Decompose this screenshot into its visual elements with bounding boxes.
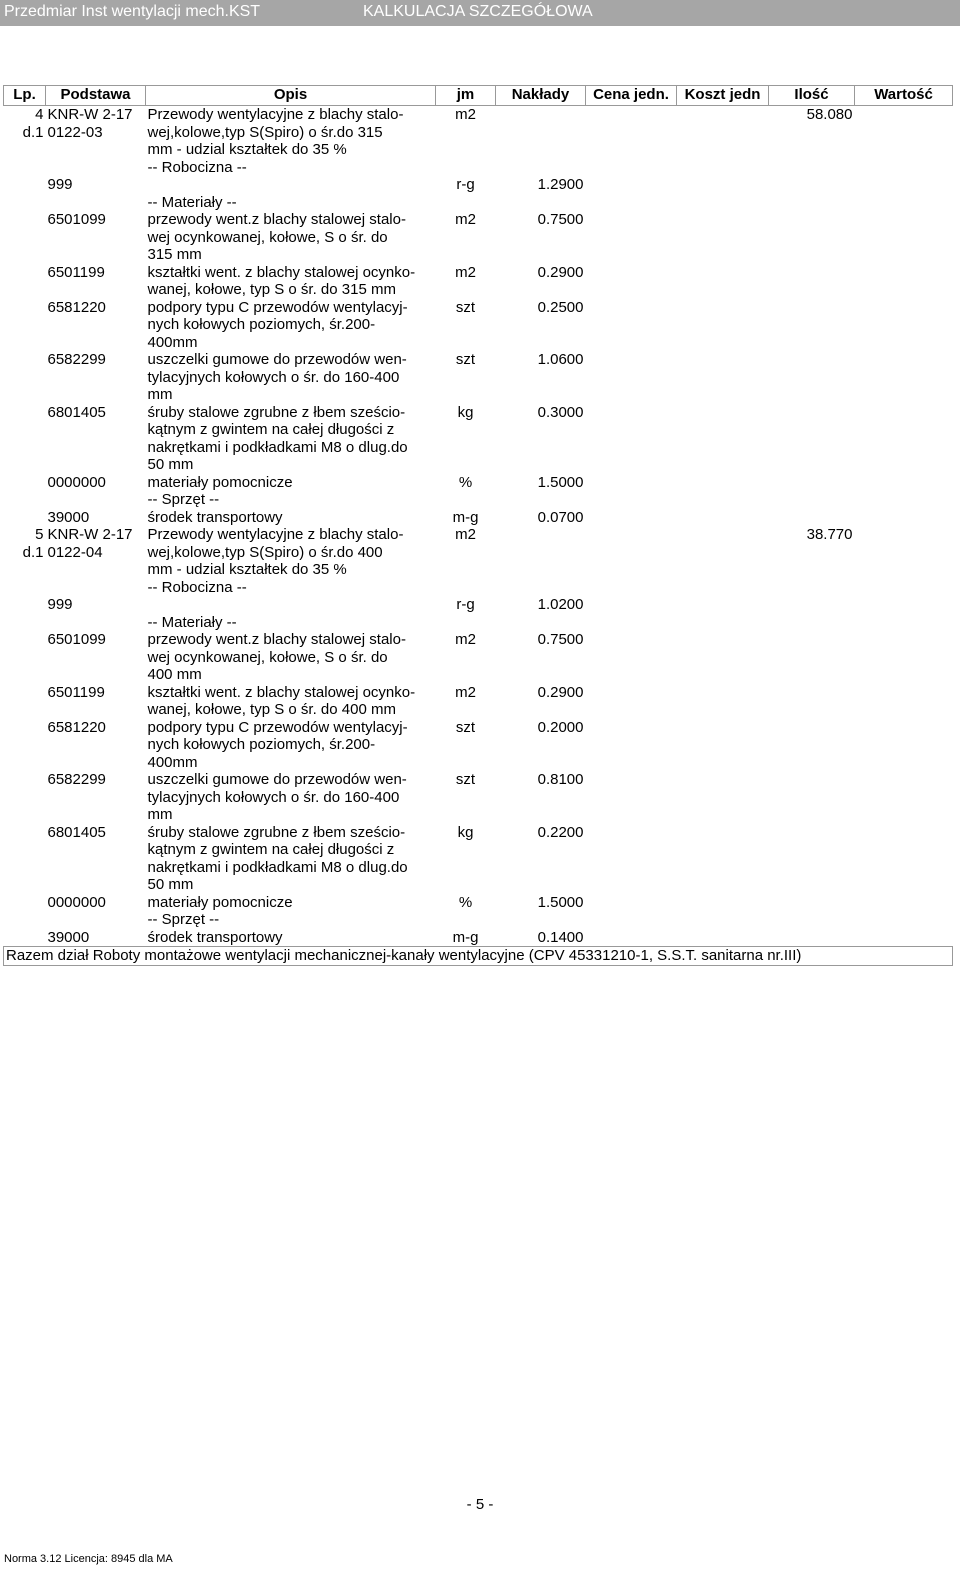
cell-naklady: 0.8100: [537, 771, 584, 788]
cell-lp: [4, 211, 46, 264]
cell-koszt: [677, 894, 769, 912]
cell-ilosc: [769, 474, 855, 492]
cell-podstawa: 6582299: [47, 771, 106, 788]
cell-ilosc: [769, 911, 855, 929]
cell-podstawa: [46, 614, 146, 632]
cell-lp: [4, 299, 46, 352]
cell-wartosc: [855, 404, 953, 474]
table-row: [4, 351, 953, 404]
cell-naklady: 1.0200: [537, 596, 584, 613]
table-header-row: [4, 86, 953, 106]
cell-naklady: 1.2900: [537, 176, 584, 193]
cell-jm: r-g: [456, 596, 475, 613]
cell-naklady: 0.2000: [537, 718, 584, 736]
cell-podstawa: [46, 491, 146, 509]
cell-wartosc: [855, 474, 953, 492]
cell-naklady: 1.5000: [537, 893, 584, 911]
header-title-right: KALKULACJA SZCZEGÓŁOWA: [363, 3, 593, 20]
cell-opis: -- Sprzęt --: [147, 911, 220, 928]
cell-podstawa: 6501099: [47, 631, 106, 648]
cell-jm: kg: [457, 823, 474, 841]
cell-ilosc: [769, 631, 855, 684]
cell-lp: [4, 824, 46, 894]
cell-koszt: [677, 351, 769, 404]
cell-wartosc: [855, 159, 953, 177]
cell-cena: [586, 474, 677, 492]
cell-cena: [586, 824, 677, 894]
cell-koszt: [677, 299, 769, 352]
cell-naklady: 0.2900: [537, 263, 584, 281]
summary-row: [4, 947, 953, 966]
cell-cena: [586, 176, 677, 194]
cell-jm: %: [458, 893, 473, 911]
cell-naklady: [496, 579, 586, 597]
cell-ilosc: [769, 596, 855, 614]
cell-ilosc: 38.770: [806, 526, 853, 543]
cell-naklady: 0.7500: [537, 211, 584, 228]
table-row: [4, 894, 953, 912]
cell-wartosc: [855, 929, 953, 947]
cell-cena: [586, 194, 677, 212]
cell-koszt: [677, 194, 769, 212]
column-header: Opis: [146, 86, 436, 106]
table-row: [4, 211, 953, 264]
cell-naklady: 0.1400: [537, 928, 584, 946]
cell-podstawa: KNR-W 2-17 0122-03: [47, 106, 133, 141]
cell-naklady: [496, 526, 586, 579]
cell-koszt: [677, 106, 769, 159]
cell-cena: [586, 351, 677, 404]
cell-koszt: [677, 684, 769, 719]
cell-lp: [4, 579, 46, 597]
cell-lp: [4, 596, 46, 614]
cell-jm: m2: [455, 526, 476, 543]
cell-podstawa: 39000: [47, 928, 90, 946]
cell-jm: m-g: [452, 508, 479, 526]
cell-wartosc: [855, 631, 953, 684]
cell-podstawa: [46, 911, 146, 929]
table-row: [4, 159, 953, 177]
cell-koszt: [677, 159, 769, 177]
column-header: Koszt jedn: [677, 86, 769, 106]
table-row: [4, 911, 953, 929]
cell-jm: [436, 911, 496, 929]
table-row: [4, 299, 953, 352]
cell-opis: środek transportowy: [147, 508, 283, 526]
cell-cena: [586, 159, 677, 177]
table-row: [4, 474, 953, 492]
cell-opis: Przewody wentylacyjne z blachy stalo- wej,kolowe,typ S(Spiro) o śr.do 315 mm - udzial kształtek do 35 %: [147, 106, 404, 158]
cell-jm: szt: [455, 298, 476, 316]
cell-opis: śruby stalowe zgrubne z łbem sześcio- kątnym z gwintem na całej długości z nakrętkami i podkładkami M8 o dlug.do 50 mm: [147, 823, 408, 893]
cell-lp: [4, 684, 46, 719]
license-note: Norma 3.12 Licencja: 8945 dla MA: [4, 1553, 173, 1565]
cell-ilosc: 58.080: [806, 106, 853, 123]
cell-koszt: [677, 264, 769, 299]
cell-naklady: [496, 491, 586, 509]
cell-lp: [4, 491, 46, 509]
table-row: [4, 264, 953, 299]
cell-ilosc: [769, 491, 855, 509]
cell-koszt: [677, 211, 769, 264]
cell-podstawa: KNR-W 2-17 0122-04: [47, 526, 133, 561]
table-row: [4, 404, 953, 474]
cell-ilosc: [769, 684, 855, 719]
cell-lp: 4 d.1: [22, 106, 44, 141]
table-row: [4, 824, 953, 894]
cell-jm: [436, 614, 496, 632]
cell-koszt: [677, 491, 769, 509]
page-number: - 5 -: [466, 1496, 494, 1513]
table-row: [4, 176, 953, 194]
cell-naklady: 1.5000: [537, 473, 584, 491]
cell-cena: [586, 404, 677, 474]
cell-ilosc: [769, 614, 855, 632]
cell-ilosc: [769, 509, 855, 527]
cell-koszt: [677, 509, 769, 527]
cell-koszt: [677, 404, 769, 474]
cell-wartosc: [855, 299, 953, 352]
cell-opis: kształtki went. z blachy stalowej ocynko- wanej, kołowe, typ S o śr. do 315 mm: [147, 263, 416, 298]
cell-ilosc: [769, 159, 855, 177]
cell-podstawa: 6501199: [47, 263, 105, 281]
cell-ilosc: [769, 894, 855, 912]
cell-koszt: [677, 771, 769, 824]
cell-jm: m2: [455, 106, 476, 123]
cell-podstawa: 6801405: [47, 403, 106, 421]
cell-koszt: [677, 526, 769, 579]
cell-naklady: 0.2900: [537, 683, 584, 701]
cell-cena: [586, 509, 677, 527]
cell-wartosc: [855, 211, 953, 264]
cell-lp: [4, 631, 46, 684]
cell-ilosc: [769, 579, 855, 597]
cell-opis: materiały pomocnicze: [147, 473, 293, 491]
table-row: [4, 684, 953, 719]
table-row: [4, 106, 953, 159]
cell-opis: Przewody wentylacyjne z blachy stalo- wej,kolowe,typ S(Spiro) o śr.do 400 mm - udzial kształtek do 35 %: [147, 526, 404, 578]
cell-wartosc: [855, 106, 953, 159]
cell-cena: [586, 684, 677, 719]
cell-opis: podpory typu C przewodów wentylacyj- nych kołowych poziomych, śr.200- 400mm: [147, 298, 408, 351]
cell-naklady: [496, 614, 586, 632]
cell-wartosc: [855, 509, 953, 527]
cell-naklady: 1.0600: [537, 351, 584, 368]
cell-lp: [4, 176, 46, 194]
cell-cena: [586, 614, 677, 632]
cell-ilosc: [769, 264, 855, 299]
cell-naklady: [496, 106, 586, 159]
cell-koszt: [677, 719, 769, 772]
table-row: [4, 719, 953, 772]
cost-table: [3, 85, 953, 966]
cell-podstawa: 6582299: [47, 351, 106, 368]
cell-jm: szt: [455, 718, 476, 736]
cell-podstawa: 999: [47, 596, 73, 613]
cell-wartosc: [855, 264, 953, 299]
cell-jm: r-g: [456, 176, 475, 193]
cell-opis: przewody went.z blachy stalowej stalo- wej ocynkowanej, kołowe, S o śr. do 315 mm: [147, 211, 406, 263]
table-row: [4, 771, 953, 824]
cell-koszt: [677, 824, 769, 894]
page-header: [0, 0, 960, 26]
cell-wartosc: [855, 351, 953, 404]
cell-lp: [4, 894, 46, 912]
cell-ilosc: [769, 404, 855, 474]
table-row: [4, 491, 953, 509]
cell-lp: [4, 264, 46, 299]
cell-lp: [4, 404, 46, 474]
cell-ilosc: [769, 929, 855, 947]
cell-podstawa: [46, 159, 146, 177]
column-header: jm: [436, 86, 496, 106]
cell-jm: [436, 194, 496, 212]
table-row: [4, 614, 953, 632]
cell-koszt: [677, 614, 769, 632]
cell-cena: [586, 631, 677, 684]
cell-cena: [586, 491, 677, 509]
cell-wartosc: [855, 526, 953, 579]
cell-opis: uszczelki gumowe do przewodów wen- tylacyjnych kołowych o śr. do 160-400 mm: [147, 351, 407, 403]
cell-naklady: 0.7500: [537, 631, 584, 648]
cell-koszt: [677, 596, 769, 614]
cell-wartosc: [855, 194, 953, 212]
cell-opis: -- Robocizna --: [147, 158, 247, 176]
cell-wartosc: [855, 684, 953, 719]
cell-opis: materiały pomocnicze: [147, 893, 293, 911]
cell-jm: [436, 491, 496, 509]
cell-ilosc: [769, 194, 855, 212]
cell-wartosc: [855, 894, 953, 912]
cell-opis: podpory typu C przewodów wentylacyj- nych kołowych poziomych, śr.200- 400mm: [147, 718, 408, 771]
cell-podstawa: 6581220: [47, 298, 106, 316]
cell-lp: [4, 159, 46, 177]
cell-podstawa: 6501099: [47, 211, 106, 228]
cell-podstawa: [46, 194, 146, 212]
cell-jm: m2: [455, 211, 476, 228]
cell-wartosc: [855, 176, 953, 194]
cell-podstawa: [46, 579, 146, 597]
cell-opis: śruby stalowe zgrubne z łbem sześcio- kątnym z gwintem na całej długości z nakrętkami i podkładkami M8 o dlug.do 50 mm: [147, 403, 408, 473]
cell-jm: kg: [457, 403, 474, 421]
column-header: Podstawa: [46, 86, 146, 106]
cell-opis: -- Materiały --: [147, 613, 237, 631]
cell-cena: [586, 264, 677, 299]
cell-cena: [586, 526, 677, 579]
cell-jm: m2: [455, 631, 476, 648]
cell-naklady: 0.3000: [537, 403, 584, 421]
cell-podstawa: 6801405: [47, 823, 106, 841]
cell-koszt: [677, 929, 769, 947]
cell-wartosc: [855, 614, 953, 632]
cell-jm: [436, 579, 496, 597]
cell-ilosc: [769, 824, 855, 894]
column-header: Wartość: [855, 86, 953, 106]
cell-opis: -- Sprzęt --: [147, 491, 220, 508]
cell-cena: [586, 596, 677, 614]
cell-lp: 5 d.1: [22, 526, 44, 561]
table-row: [4, 631, 953, 684]
column-header: Nakłady: [496, 86, 586, 106]
cell-lp: [4, 509, 46, 527]
cell-naklady: 0.2200: [537, 823, 584, 841]
cell-naklady: 0.0700: [537, 508, 584, 526]
cell-podstawa: 0000000: [47, 893, 106, 911]
cell-wartosc: [855, 596, 953, 614]
cell-wartosc: [855, 771, 953, 824]
cell-ilosc: [769, 719, 855, 772]
cell-koszt: [677, 631, 769, 684]
cell-lp: [4, 911, 46, 929]
cell-wartosc: [855, 579, 953, 597]
cell-lp: [4, 614, 46, 632]
cell-lp: [4, 474, 46, 492]
table-row: [4, 526, 953, 579]
table-row: [4, 194, 953, 212]
table-row: [4, 579, 953, 597]
cell-naklady: 0.2500: [537, 298, 584, 316]
cell-naklady: [496, 194, 586, 212]
column-header: Ilość: [769, 86, 855, 106]
cell-opis: uszczelki gumowe do przewodów wen- tylacyjnych kołowych o śr. do 160-400 mm: [147, 771, 407, 823]
table-row: [4, 929, 953, 947]
cell-cena: [586, 719, 677, 772]
table-body: [4, 106, 953, 966]
cell-cena: [586, 299, 677, 352]
cell-opis: [146, 596, 436, 614]
cell-ilosc: [769, 299, 855, 352]
cell-cena: [586, 579, 677, 597]
summary-label: Razem dział Roboty montażowe wentylacji mechanicznej-kanały wentylacyjne (CPV 45331210-1, S.S.T. sanitarna nr.III): [4, 947, 953, 966]
cell-jm: [436, 159, 496, 177]
cell-cena: [586, 771, 677, 824]
cell-jm: szt: [455, 351, 476, 368]
cell-lp: [4, 194, 46, 212]
cell-wartosc: [855, 719, 953, 772]
cell-lp: [4, 771, 46, 824]
cell-podstawa: 999: [47, 176, 73, 193]
cell-ilosc: [769, 771, 855, 824]
cell-opis: -- Materiały --: [147, 193, 237, 211]
cell-cena: [586, 106, 677, 159]
table-row: [4, 596, 953, 614]
cell-podstawa: 6581220: [47, 718, 106, 736]
cell-naklady: [496, 159, 586, 177]
cell-opis: przewody went.z blachy stalowej stalo- wej ocynkowanej, kołowe, S o śr. do 400 mm: [147, 631, 406, 683]
cell-ilosc: [769, 176, 855, 194]
cell-cena: [586, 929, 677, 947]
cell-wartosc: [855, 824, 953, 894]
cell-podstawa: 0000000: [47, 473, 106, 491]
cell-jm: szt: [455, 771, 476, 788]
cell-cena: [586, 911, 677, 929]
cell-opis: -- Robocizna --: [147, 578, 247, 596]
cell-lp: [4, 719, 46, 772]
table-row: [4, 509, 953, 527]
cell-naklady: [496, 911, 586, 929]
cell-lp: [4, 351, 46, 404]
cell-podstawa: 39000: [47, 508, 90, 526]
cell-jm: m2: [455, 683, 476, 701]
cell-jm: m2: [455, 263, 476, 281]
cell-koszt: [677, 579, 769, 597]
cell-ilosc: [769, 351, 855, 404]
cell-opis: środek transportowy: [147, 928, 283, 946]
cell-opis: [146, 176, 436, 194]
column-header: Cena jedn.: [586, 86, 677, 106]
cell-podstawa: 6501199: [47, 683, 105, 701]
cell-jm: %: [458, 473, 473, 491]
column-header: Lp.: [4, 86, 46, 106]
cell-koszt: [677, 911, 769, 929]
cell-lp: [4, 929, 46, 947]
cell-ilosc: [769, 211, 855, 264]
cell-cena: [586, 211, 677, 264]
cell-koszt: [677, 474, 769, 492]
cell-cena: [586, 894, 677, 912]
cell-opis: kształtki went. z blachy stalowej ocynko- wanej, kołowe, typ S o śr. do 400 mm: [147, 683, 416, 718]
cell-wartosc: [855, 911, 953, 929]
cell-wartosc: [855, 491, 953, 509]
header-title-left: Przedmiar Inst wentylacji mech.KST: [4, 3, 261, 20]
cell-jm: m-g: [452, 928, 479, 946]
cell-koszt: [677, 176, 769, 194]
